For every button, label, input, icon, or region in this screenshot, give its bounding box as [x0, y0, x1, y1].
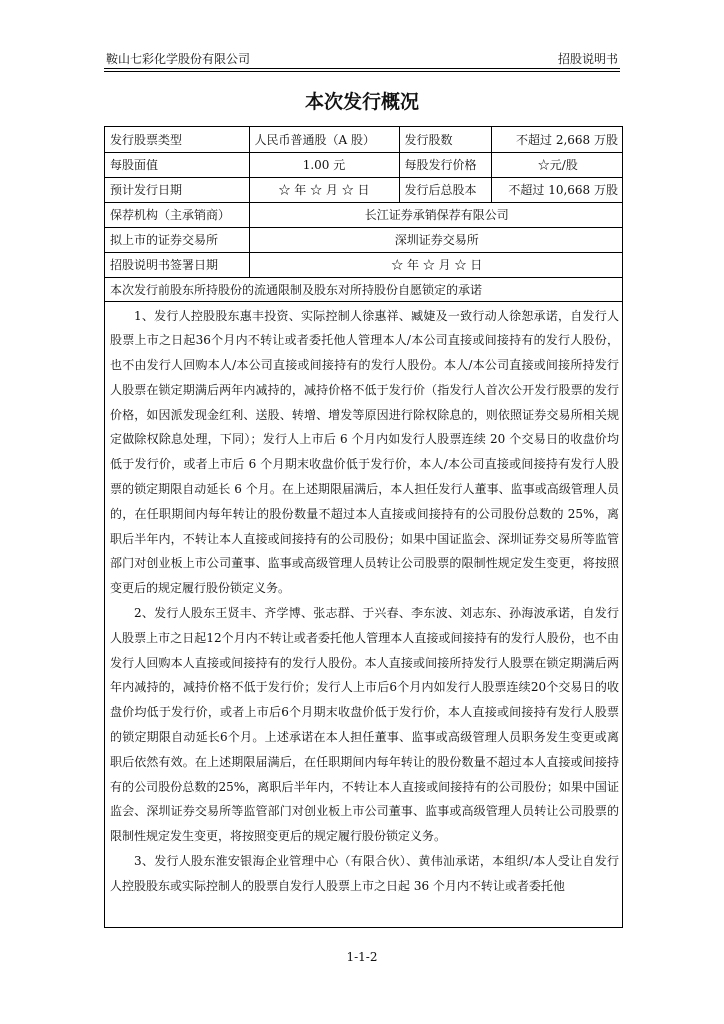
total-shares-label: 发行后总股本	[399, 177, 491, 202]
signing-date-value: ☆ 年 ☆ 月 ☆ 日	[249, 252, 623, 277]
issue-quantity-label: 发行股数	[399, 127, 491, 152]
table-row	[105, 202, 623, 227]
table-row	[105, 177, 623, 202]
issue-date-label: 预计发行日期	[105, 177, 249, 202]
header-company-name: 鞍山七彩化学股份有限公司	[106, 52, 251, 66]
table-row	[105, 252, 623, 277]
header-document-type: 招股说明书	[557, 52, 618, 66]
par-value-value: 1.00 元	[249, 152, 399, 177]
issue-quantity-value: 不超过 2,668 万股	[491, 127, 623, 152]
total-shares-value: 不超过 10,668 万股	[491, 177, 623, 202]
issue-date-value: ☆ 年 ☆ 月 ☆ 日	[249, 177, 399, 202]
share-type-label: 发行股票类型	[105, 127, 249, 152]
header-rule-thick	[104, 68, 620, 69]
table-row	[105, 127, 623, 152]
table-row	[105, 227, 623, 252]
commitment-paragraph-2: 2、发行人股东王贤丰、齐学博、张志群、于兴春、李东波、刘志东、孙海波承诺，自发行人股票上市之日起12个月内不转让或者委托他人管理本人直接或间接持有的发行人股份，也不由发行人回购本人直接或间接持有的发行人股份。本人直接或间接所持发行人股票在锁定期满后两年内减持的，减持价格不低于发行价；发行人上市后6个月内如发行人股票连续20个交易日的收盘价均低于发行价，或者上市后6个月期末收盘价低于发行价，本人直接或间接持有发行人股票的锁定期限自动延长6个月。上述承诺在本人担任董事、监事或高级管理人员职务发生变更或离职后依然有效。在上述期限届满后，在任职期间内每年转让的股份数量不超过本人直接或间接持有的公司股份总数的25%，离职后半年内，不转让本人直接或间接持有的公司股份；如果中国证监会、深圳证券交易所等监管部门对创业板上市公司董事、监事或高级管理人员转让公司股票的限制性规定发生变更，将按照变更后的规定履行股份锁定义务。	[110, 606, 619, 844]
commitment-paragraph-1: 1、发行人控股股东惠丰投资、实际控制人徐惠祥、臧婕及一致行动人徐恕承诺，自发行人股票上市之日起36个月内不转让或者委托他人管理本人/本公司直接或间接持有的发行人股份，也不由发行人回购本人/本公司直接或间接持有的发行人股份。本人/本公司直接或间接所持发行人股票在锁定期满后两年内减持的，减持价格不低于发行价（指发行人首次公开发行股票的发行价格，如因派发现金红利、送股、转增、增发等原因进行除权除息的，则依照证券交易所相关规定做除权除息处理，下同）；发行人上市后 6 个月内如发行人股票连续 20 个交易日的收盘价均低于发行价，或者上市后 6 个月期末收盘价低于发行价，本人/本公司直接或间接持有发行人股票的锁定期限自动延长 6 个月。在上述期限届满后，本人担任发行人董事、监事或高级管理人员的，在任职期间内每年转让的股份数量不超过本人直接或间接持有的公司股份总数的 25%，离职后半年内，不转让本人直接或间接持有的公司股份；如果中国证监会、深圳证券交易所等监管部门对创业板上市公司董事、监事或高级管理人员转让公司股票的限制性规定发生变更，将按照变更后的规定履行股份锁定义务。	[110, 308, 619, 596]
exchange-label: 拟上市的证券交易所	[105, 227, 249, 252]
issue-price-label: 每股发行价格	[399, 152, 491, 177]
sponsor-value: 长江证券承销保荐有限公司	[249, 202, 623, 227]
page-title: 本次发行概况	[304, 91, 419, 113]
page-number: 1-1-2	[346, 950, 378, 964]
commitment-paragraph-3: 3、发行人股东淮安银海企业管理中心（有限合伙）、黄伟汕承诺，本组织/本人受让自发行人控股股东或实际控制人的股票自发行人股票上市之日起 36 个月内不转让或者委托他	[110, 854, 619, 893]
signing-date-label: 招股说明书签署日期	[105, 252, 249, 277]
commitment-heading: 本次发行前股东所持股份的流通限制及股东对所持股份自愿锁定的承诺	[105, 278, 622, 302]
offering-overview-box	[104, 126, 623, 928]
exchange-value: 深圳证券交易所	[249, 227, 623, 252]
issue-price-value: ☆元/股	[491, 152, 623, 177]
table-row	[105, 152, 623, 177]
par-value-label: 每股面值	[105, 152, 249, 177]
offering-info-table	[105, 127, 623, 278]
header-rule-thin	[104, 71, 620, 72]
share-type-value: 人民币普通股（A 股）	[249, 127, 399, 152]
sponsor-label: 保荐机构（主承销商）	[105, 202, 249, 227]
